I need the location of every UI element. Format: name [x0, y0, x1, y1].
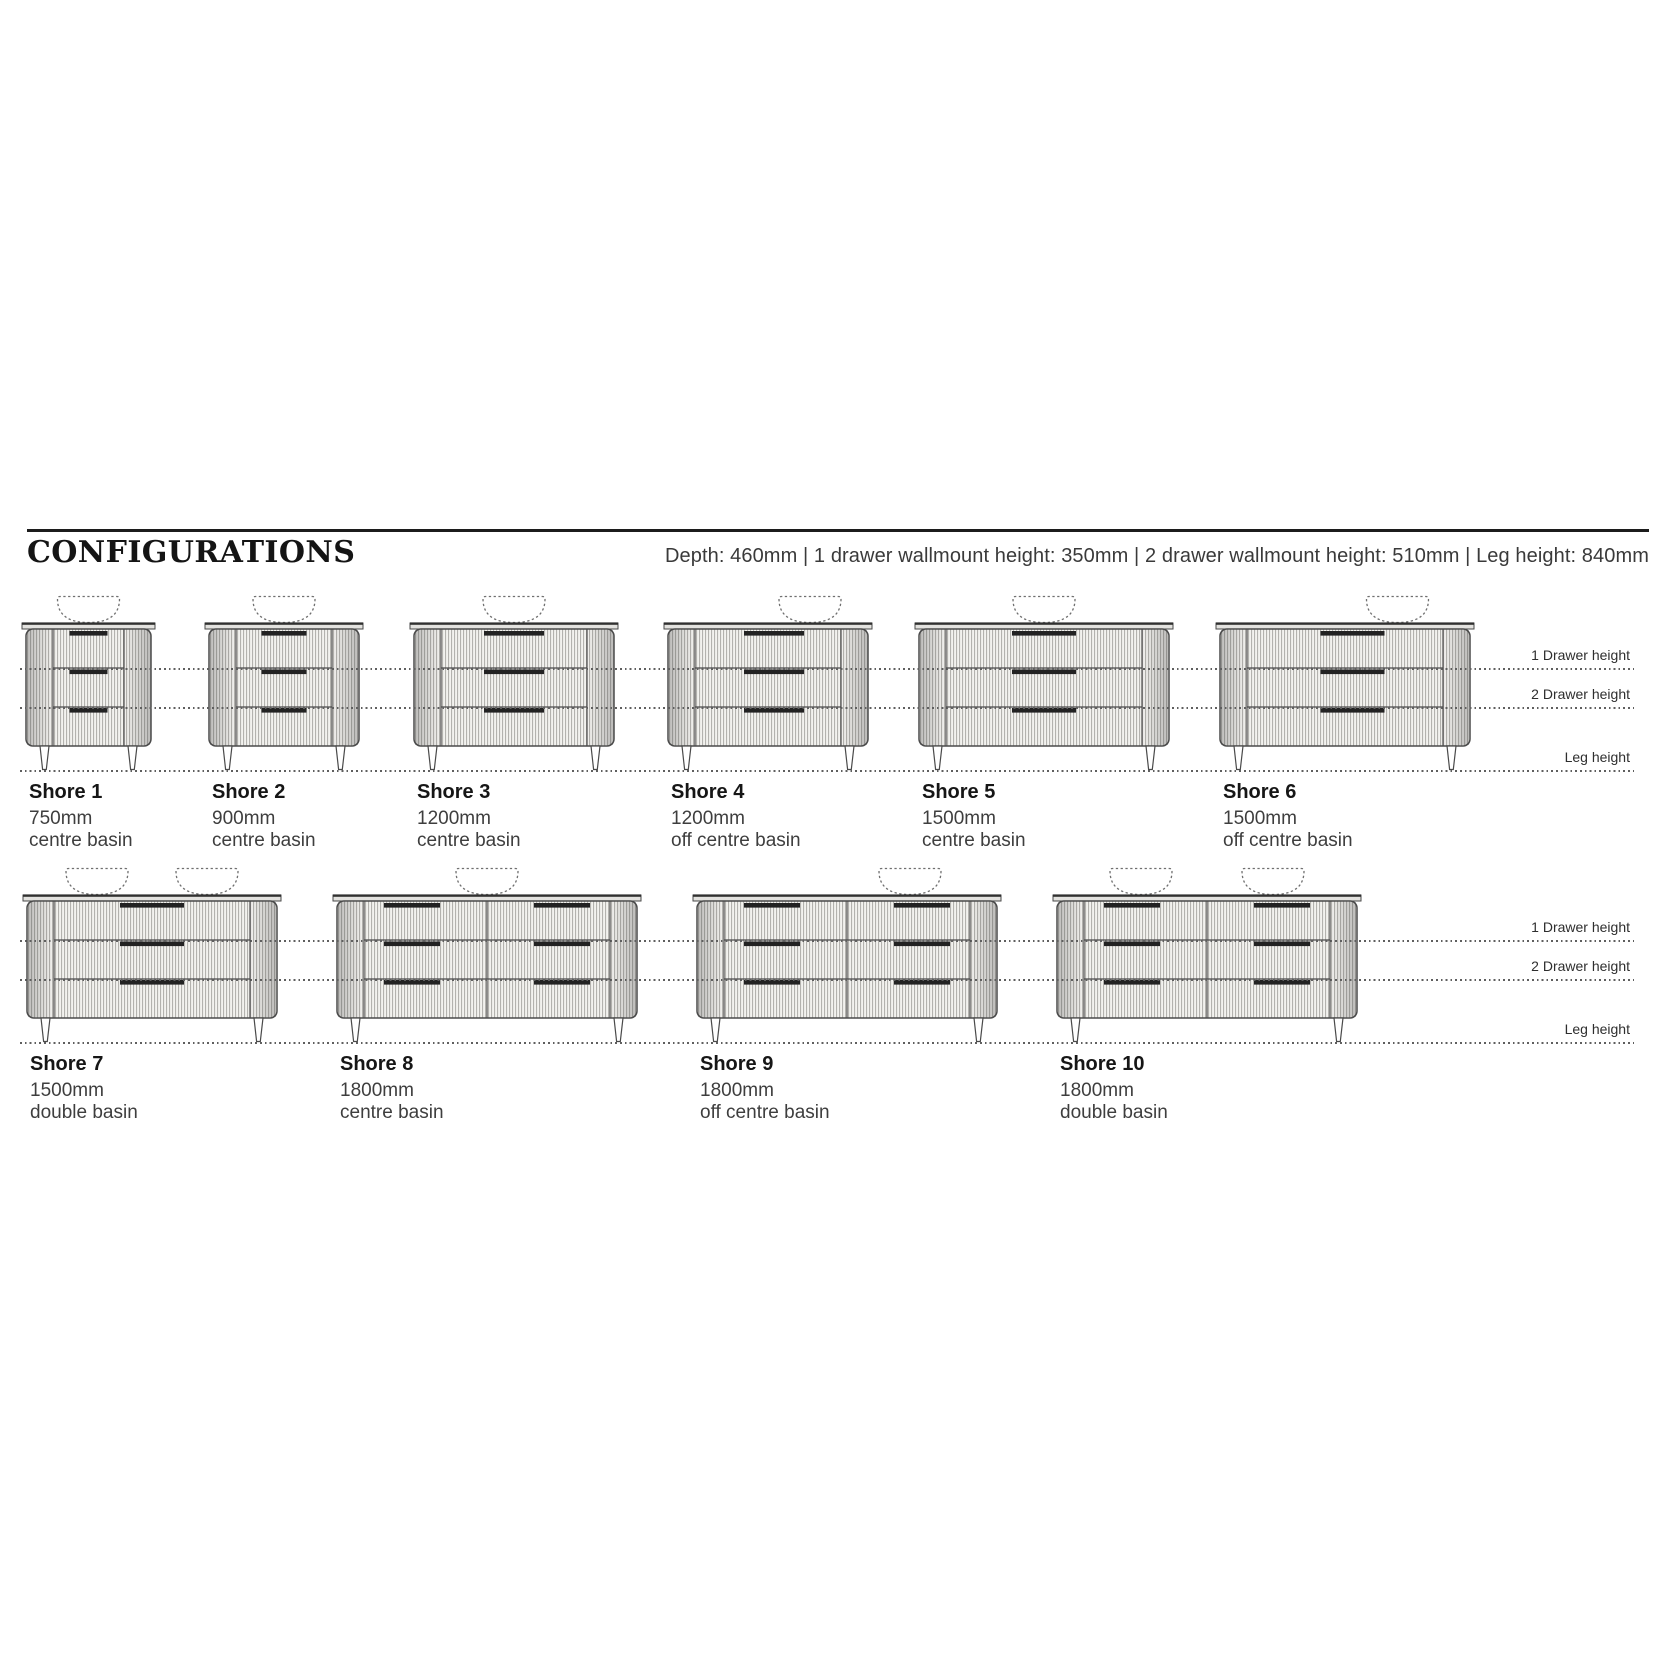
- product-name: Shore 6: [1223, 781, 1297, 803]
- cabinet-body: [414, 629, 614, 746]
- drawer-handle: [744, 631, 804, 636]
- drawer-handle: [70, 670, 108, 675]
- basin-outline: [66, 869, 128, 895]
- vanity-diagram-shore-9: [692, 867, 1002, 1043]
- drawer-handle: [534, 942, 590, 947]
- vanity-diagram-shore-5: [914, 595, 1174, 771]
- basin-outline: [1367, 597, 1429, 623]
- product-size: 1800mm: [700, 1080, 774, 1101]
- basin-outline: [253, 597, 315, 623]
- cabinet-body: [27, 901, 277, 1018]
- product-name: Shore 1: [29, 781, 103, 803]
- drawer-handle: [70, 631, 108, 636]
- basin-outline: [456, 869, 518, 895]
- guide-label-one-drawer-height-row1: 1 Drawer height: [1531, 647, 1630, 663]
- product-basin-type: centre basin: [417, 830, 521, 851]
- product-size: 1200mm: [417, 808, 491, 829]
- basin-outline: [879, 869, 941, 895]
- product-size: 750mm: [29, 808, 93, 829]
- product-basin-type: centre basin: [922, 830, 1026, 851]
- cabinet-leg: [1146, 746, 1155, 770]
- product-basin-type: centre basin: [29, 830, 133, 851]
- vanity-diagram-shore-7: [22, 867, 282, 1043]
- drawer-handle: [534, 903, 590, 908]
- product-label-shore-10: [1060, 1053, 1168, 1124]
- drawer-handle: [384, 942, 440, 947]
- product-basin-type: off centre basin: [700, 1102, 830, 1123]
- vanity-diagram-shore-3: [409, 595, 619, 771]
- product-label-shore-2: [212, 781, 316, 852]
- product-label-shore-7: [30, 1053, 138, 1124]
- guide-label-two-drawer-height-row2: 2 Drawer height: [1531, 958, 1630, 974]
- cabinet-leg: [845, 746, 854, 770]
- header-rule: [27, 529, 1649, 532]
- product-label-shore-9: [700, 1053, 830, 1124]
- cabinet-leg: [933, 746, 942, 770]
- cabinet-leg: [614, 1018, 623, 1042]
- drawer-handle: [744, 670, 804, 675]
- cabinet-leg: [128, 746, 137, 770]
- product-name: Shore 3: [417, 781, 491, 803]
- drawer-handle: [120, 942, 184, 947]
- product-size: 1500mm: [30, 1080, 104, 1101]
- product-label-shore-1: [29, 781, 133, 852]
- product-basin-type: off centre basin: [1223, 830, 1353, 851]
- cabinet-leg: [41, 1018, 50, 1042]
- product-name: Shore 2: [212, 781, 286, 803]
- guide-line-one-drawer-height-row1: [20, 668, 1634, 670]
- cabinet-leg: [1334, 1018, 1343, 1042]
- cabinet-leg: [974, 1018, 983, 1042]
- vanity-diagram-shore-10: [1052, 867, 1362, 1043]
- product-basin-type: centre basin: [212, 830, 316, 851]
- product-name: Shore 9: [700, 1053, 774, 1075]
- product-label-shore-5: [922, 781, 1026, 852]
- guide-line-leg-height-row2: [20, 1042, 1634, 1044]
- cabinet-leg: [428, 746, 437, 770]
- product-size: 1500mm: [922, 808, 996, 829]
- basin-outline: [1013, 597, 1075, 623]
- cabinet-leg: [1234, 746, 1243, 770]
- vanity-diagram-shore-6: [1215, 595, 1475, 771]
- guide-line-two-drawer-height-row2: [20, 979, 1634, 981]
- vanity-diagram-shore-4: [663, 595, 873, 771]
- cabinet-leg: [682, 746, 691, 770]
- product-size: 900mm: [212, 808, 276, 829]
- product-basin-type: double basin: [1060, 1102, 1168, 1123]
- drawer-handle: [894, 903, 950, 908]
- drawer-handle: [1254, 942, 1310, 947]
- basin-outline: [58, 597, 120, 623]
- product-name: Shore 8: [340, 1053, 414, 1075]
- basin-outline: [176, 869, 238, 895]
- drawer-handle: [1104, 903, 1160, 908]
- cabinet-body: [668, 629, 868, 746]
- product-basin-type: centre basin: [340, 1102, 444, 1123]
- drawer-handle: [262, 670, 307, 675]
- drawer-handle: [744, 942, 800, 947]
- cabinet-leg: [336, 746, 345, 770]
- guide-line-two-drawer-height-row1: [20, 707, 1634, 709]
- basin-outline: [1110, 869, 1172, 895]
- page-title: CONFIGURATIONS: [27, 535, 356, 570]
- vanity-diagram-shore-8: [332, 867, 642, 1043]
- product-basin-type: double basin: [30, 1102, 138, 1123]
- drawer-handle: [1104, 942, 1160, 947]
- cabinet-body: [919, 629, 1169, 746]
- guide-label-two-drawer-height-row1: 2 Drawer height: [1531, 686, 1630, 702]
- drawer-handle: [1321, 670, 1385, 675]
- basin-outline: [483, 597, 545, 623]
- product-label-shore-4: [671, 781, 801, 852]
- cabinet-leg: [351, 1018, 360, 1042]
- guide-label-leg-height-row2: Leg height: [1564, 1021, 1630, 1037]
- drawer-handle: [894, 942, 950, 947]
- guide-label-one-drawer-height-row2: 1 Drawer height: [1531, 919, 1630, 935]
- product-label-shore-8: [340, 1053, 444, 1124]
- vanity-diagram-shore-2: [204, 595, 364, 771]
- drawer-handle: [484, 670, 544, 675]
- product-name: Shore 4: [671, 781, 745, 803]
- header-specs: Depth: 460mm | 1 drawer wallmount height: 350mm | 2 drawer wallmount height: 510mm | Leg height: 840mm: [664, 545, 1649, 567]
- product-basin-type: off centre basin: [671, 830, 801, 851]
- vanity-diagram-shore-1: [21, 595, 156, 771]
- cabinet-leg: [223, 746, 232, 770]
- product-name: Shore 5: [922, 781, 996, 803]
- drawer-handle: [384, 903, 440, 908]
- cabinet-leg: [254, 1018, 263, 1042]
- guide-label-leg-height-row1: Leg height: [1564, 749, 1630, 765]
- product-name: Shore 7: [30, 1053, 104, 1075]
- cabinet-leg: [40, 746, 49, 770]
- drawer-handle: [1321, 631, 1385, 636]
- drawer-handle: [484, 631, 544, 636]
- product-name: Shore 10: [1060, 1053, 1145, 1075]
- basin-outline: [1242, 869, 1304, 895]
- drawer-handle: [1254, 903, 1310, 908]
- product-size: 1200mm: [671, 808, 745, 829]
- product-label-shore-3: [417, 781, 521, 852]
- guide-line-leg-height-row1: [20, 770, 1634, 772]
- basin-outline: [779, 597, 841, 623]
- drawer-handle: [1012, 631, 1076, 636]
- drawer-handle: [120, 903, 184, 908]
- product-size: 1800mm: [340, 1080, 414, 1101]
- guide-line-one-drawer-height-row2: [20, 940, 1634, 942]
- product-size: 1800mm: [1060, 1080, 1134, 1101]
- product-size: 1500mm: [1223, 808, 1297, 829]
- cabinet-leg: [1071, 1018, 1080, 1042]
- cabinet-leg: [711, 1018, 720, 1042]
- product-label-shore-6: [1223, 781, 1353, 852]
- drawer-handle: [744, 903, 800, 908]
- cabinet-leg: [591, 746, 600, 770]
- drawer-handle: [1012, 670, 1076, 675]
- drawer-handle: [262, 631, 307, 636]
